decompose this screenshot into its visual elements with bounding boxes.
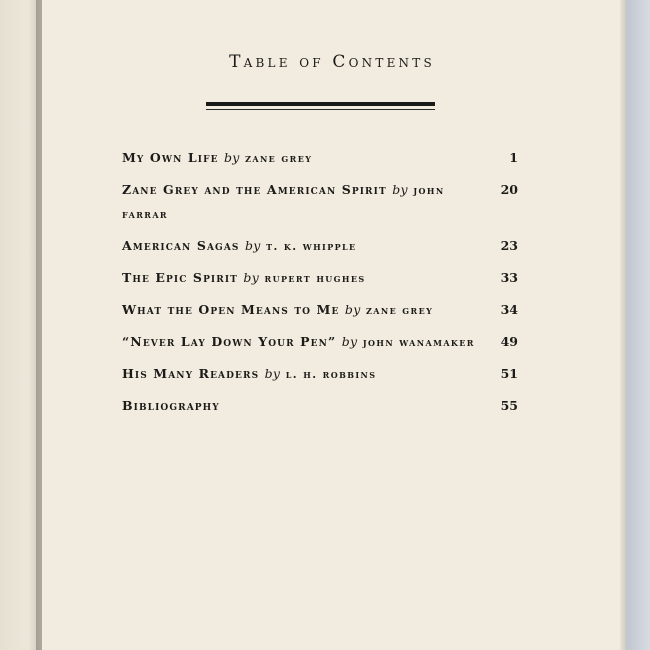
- entry-title: “Never Lay Down Your Pen”: [122, 334, 337, 349]
- title-rule-thin: [206, 109, 435, 110]
- page-edge: [620, 0, 626, 650]
- page-title: Table of Contents: [229, 52, 435, 72]
- title-rule: [206, 102, 435, 110]
- entry-author: zane grey: [366, 304, 434, 317]
- entry-page-number: 1: [509, 150, 518, 165]
- entry-page-number: 23: [500, 238, 518, 253]
- entry-author: l. h. robbins: [285, 368, 377, 381]
- contents-entry: [122, 362, 518, 386]
- entry-by: by: [341, 334, 358, 349]
- contents-entry: [122, 266, 518, 290]
- contents-entry: [122, 178, 518, 226]
- entry-page-number: 33: [500, 270, 518, 285]
- entry-text: [122, 362, 478, 386]
- contents-entry: [122, 234, 518, 258]
- entry-author: t. k. whipple: [266, 240, 357, 253]
- entry-text: [122, 298, 478, 322]
- entry-text: [122, 266, 478, 290]
- entry-title: What the Open Means to Me: [122, 302, 340, 317]
- entry-title: Zane Grey and the American Spirit: [122, 182, 387, 197]
- contents-entry: [122, 298, 518, 322]
- entry-by: by: [244, 238, 261, 253]
- entry-by: by: [243, 270, 260, 285]
- entry-title: The Epic Spirit: [122, 270, 238, 285]
- entry-author: rupert hughes: [264, 272, 366, 285]
- entry-text: [122, 394, 478, 418]
- entry-text: [122, 234, 478, 258]
- entry-page-number: 49: [500, 334, 518, 349]
- entry-title: My Own Life: [122, 150, 219, 165]
- contents-entry: [122, 330, 518, 354]
- entry-by: by: [224, 150, 240, 165]
- contents-list: [122, 146, 518, 426]
- entry-page-number: 34: [500, 302, 518, 317]
- title-rule-thick: [206, 102, 435, 106]
- contents-entry: [122, 394, 518, 418]
- entry-text: [122, 178, 478, 226]
- entry-author: john wanamaker: [362, 336, 475, 349]
- entry-text: [122, 330, 478, 354]
- entry-title: Bibliography: [122, 398, 220, 413]
- entry-page-number: 20: [500, 182, 518, 197]
- entry-page-number: 51: [500, 366, 518, 381]
- entry-author: zane grey: [245, 152, 313, 165]
- contents-entry: [122, 146, 518, 170]
- entry-page-number: 55: [500, 398, 518, 413]
- entry-by: by: [392, 182, 408, 197]
- entry-by: by: [344, 302, 361, 317]
- entry-title: American Sagas: [122, 238, 240, 253]
- entry-text: [122, 146, 478, 170]
- entry-author: john farrar: [122, 184, 445, 221]
- entry-by: by: [264, 366, 281, 381]
- entry-title: His Many Readers: [122, 366, 260, 381]
- left-page-edge: [0, 0, 40, 650]
